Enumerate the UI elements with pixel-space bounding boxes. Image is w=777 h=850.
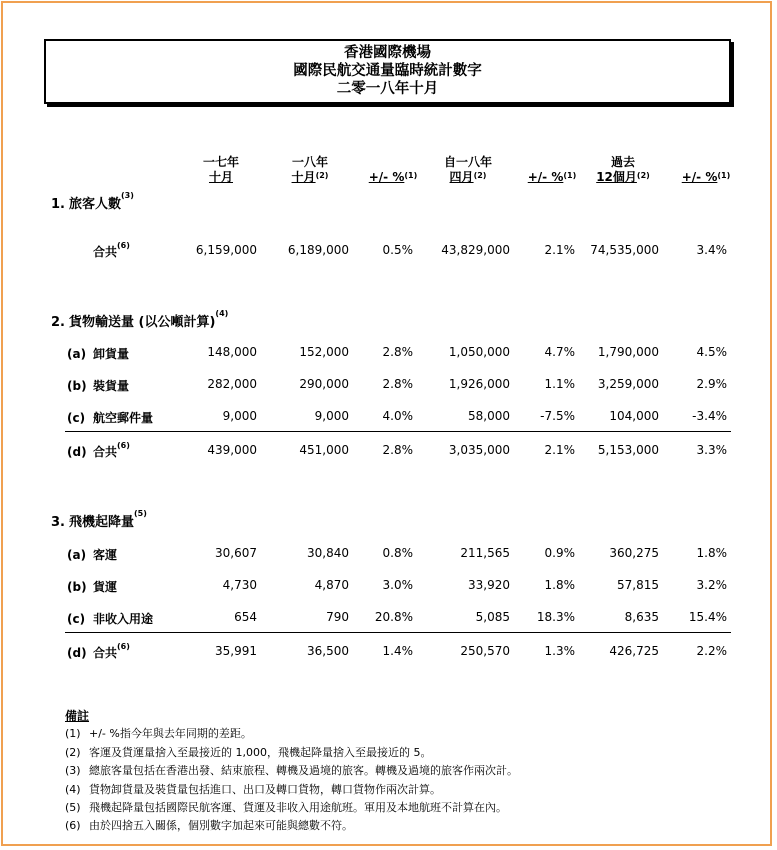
notes-list bbox=[65, 725, 518, 835]
row-prefix: (a) bbox=[67, 548, 87, 562]
table-cell: 250,570 bbox=[460, 644, 510, 658]
note-text: 由於四捨五入關係，個別數字加起來可能與總數不符。 bbox=[89, 819, 353, 833]
table-cell: 30,840 bbox=[307, 546, 349, 560]
column-header-text: 12個月 bbox=[596, 170, 637, 184]
column-header-text: +/- % bbox=[368, 170, 405, 184]
table-cell: 2.8% bbox=[382, 377, 413, 391]
table-cell: 4,870 bbox=[314, 578, 349, 592]
note-item bbox=[65, 744, 518, 762]
table-cell: 35,991 bbox=[215, 644, 257, 658]
notes-heading: 備註 bbox=[65, 709, 90, 723]
note-number: (5) bbox=[65, 801, 81, 815]
row-prefix: (d) bbox=[67, 646, 87, 660]
table-cell: 282,000 bbox=[207, 377, 257, 391]
column-header-text: 四月 bbox=[449, 170, 474, 184]
row-label bbox=[93, 243, 130, 260]
table-cell: 9,000 bbox=[222, 409, 257, 423]
table-cell: 2.1% bbox=[544, 243, 575, 257]
table-cell: 30,607 bbox=[215, 546, 257, 560]
table-cell: 18.3% bbox=[536, 610, 575, 624]
title-line-1: 香港國際機場 bbox=[344, 45, 431, 61]
row-label-text: 合共 bbox=[93, 646, 118, 660]
table-cell: 43,829,000 bbox=[441, 243, 510, 257]
table-cell: 1.3% bbox=[544, 644, 575, 658]
note-item bbox=[65, 817, 518, 835]
table-cell: 4.7% bbox=[544, 345, 575, 359]
footnote-ref: (4) bbox=[215, 309, 229, 318]
table-cell: 5,153,000 bbox=[597, 443, 659, 457]
table-cell: 58,000 bbox=[468, 409, 510, 423]
table-cell: 654 bbox=[234, 610, 257, 624]
table-cell: 36,500 bbox=[307, 644, 349, 658]
column-header-text: 十月 bbox=[291, 170, 316, 184]
footnote-ref: (1) bbox=[563, 171, 577, 180]
footnote-ref: (1) bbox=[717, 171, 731, 180]
note-item bbox=[65, 725, 518, 743]
section-title bbox=[51, 193, 134, 212]
table-cell: 57,815 bbox=[617, 578, 659, 592]
footnote-ref: (3) bbox=[121, 191, 134, 200]
column-header-line-1: 一七年 bbox=[202, 155, 239, 169]
table-cell: 104,000 bbox=[609, 409, 659, 423]
note-text: 飛機起降量包括國際民航客運、貨運及非收入用途航班。軍用及本地航班不計算在內。 bbox=[89, 801, 507, 815]
footnote-ref: (2) bbox=[636, 171, 650, 180]
column-header-text: 十月 bbox=[208, 170, 233, 184]
table-cell: 4.5% bbox=[696, 345, 727, 359]
row-label-text: 卸貨量 bbox=[93, 347, 130, 361]
row-label bbox=[67, 578, 117, 595]
table-cell: 3.2% bbox=[696, 578, 727, 592]
table-cell: -7.5% bbox=[540, 409, 575, 423]
note-number: (1) bbox=[65, 727, 81, 741]
table-cell: 74,535,000 bbox=[590, 243, 659, 257]
table-cell: 8,635 bbox=[624, 610, 659, 624]
table-cell: 3,259,000 bbox=[597, 377, 659, 391]
section-title-text: 飛機起降量 bbox=[69, 515, 135, 530]
table-cell: 1,926,000 bbox=[448, 377, 510, 391]
note-text: +/- %指今年與去年同期的差距。 bbox=[89, 727, 252, 741]
document-page bbox=[1, 1, 772, 846]
row-label bbox=[67, 377, 129, 394]
table-cell: -3.4% bbox=[692, 409, 727, 423]
column-header-text: +/- % bbox=[681, 170, 718, 184]
table-cell: 790 bbox=[326, 610, 349, 624]
table-cell: 290,000 bbox=[299, 377, 349, 391]
divider-line bbox=[65, 632, 731, 633]
table-cell: 15.4% bbox=[688, 610, 727, 624]
table-cell: 0.9% bbox=[544, 546, 575, 560]
table-cell: 33,920 bbox=[468, 578, 510, 592]
section-number: 1. bbox=[51, 197, 65, 212]
footnote-ref: (2) bbox=[473, 171, 487, 180]
row-label bbox=[67, 443, 130, 460]
note-number: (3) bbox=[65, 764, 81, 778]
table-cell: 5,085 bbox=[475, 610, 510, 624]
table-cell: 1.8% bbox=[544, 578, 575, 592]
row-label-text: 航空郵件量 bbox=[93, 411, 154, 425]
table-cell: 1.8% bbox=[696, 546, 727, 560]
table-cell: 1,790,000 bbox=[597, 345, 659, 359]
note-item bbox=[65, 781, 518, 799]
row-prefix: (c) bbox=[67, 612, 86, 626]
row-prefix: (a) bbox=[67, 347, 87, 361]
note-text: 客運及貨運量捨入至最接近的 1,000，飛機起降量捨入至最接近的 5。 bbox=[89, 745, 432, 759]
row-label bbox=[67, 644, 130, 661]
table-cell: 1,050,000 bbox=[448, 345, 510, 359]
column-header bbox=[171, 155, 271, 185]
table-cell: 2.9% bbox=[696, 377, 727, 391]
table-cell: 439,000 bbox=[207, 443, 257, 457]
column-header-line-2 bbox=[656, 170, 756, 185]
table-cell: 2.2% bbox=[696, 644, 727, 658]
table-cell: 426,725 bbox=[609, 644, 659, 658]
row-label-text: 貨運 bbox=[93, 580, 118, 594]
note-text: 貨物卸貨量及裝貨量包括進口、出口及轉口貨物，轉口貨物作兩次計算。 bbox=[89, 782, 441, 796]
table-cell: 9,000 bbox=[314, 409, 349, 423]
column-header-text: +/- % bbox=[527, 170, 564, 184]
table-cell: 148,000 bbox=[207, 345, 257, 359]
table-cell: 3.3% bbox=[696, 443, 727, 457]
note-item bbox=[65, 799, 518, 817]
footnote-ref: (2) bbox=[315, 171, 329, 180]
section-title-text: 旅客人數 bbox=[69, 197, 122, 212]
section-title bbox=[51, 511, 147, 530]
row-prefix: (b) bbox=[67, 580, 87, 594]
row-prefix: (c) bbox=[67, 411, 86, 425]
column-header-line-1: 一八年 bbox=[291, 155, 328, 169]
table-cell: 0.5% bbox=[382, 243, 413, 257]
note-number: (2) bbox=[65, 745, 81, 759]
column-header-line-1 bbox=[656, 155, 756, 170]
table-cell: 0.8% bbox=[382, 546, 413, 560]
row-label bbox=[67, 546, 117, 563]
table-cell: 1.4% bbox=[382, 644, 413, 658]
table-cell: 1.1% bbox=[544, 377, 575, 391]
divider-line bbox=[65, 431, 731, 432]
table-cell: 360,275 bbox=[609, 546, 659, 560]
table-cell: 2.8% bbox=[382, 345, 413, 359]
column-header-line-2 bbox=[171, 170, 271, 185]
row-prefix: (d) bbox=[67, 445, 87, 459]
note-number: (4) bbox=[65, 782, 81, 796]
column-header-line-1: 過去 bbox=[610, 155, 635, 169]
table-cell: 6,159,000 bbox=[195, 243, 257, 257]
table-cell: 6,189,000 bbox=[287, 243, 349, 257]
row-label-text: 合共 bbox=[93, 245, 118, 259]
row-label-text: 非收入用途 bbox=[93, 612, 154, 626]
column-header-line-1: 自一八年 bbox=[443, 155, 492, 169]
title-line-3: 二零一八年十月 bbox=[336, 81, 439, 97]
footnote-ref: (6) bbox=[117, 441, 130, 450]
footnote-ref: (5) bbox=[134, 509, 147, 518]
row-label-text: 合共 bbox=[93, 445, 118, 459]
section-title-text: 貨物輸送量 (以公噸計算) bbox=[69, 315, 216, 330]
column-header bbox=[656, 155, 756, 185]
section-number: 3. bbox=[51, 515, 65, 530]
section-title bbox=[51, 311, 228, 330]
table-cell: 4,730 bbox=[222, 578, 257, 592]
table-cell: 4.0% bbox=[382, 409, 413, 423]
note-item bbox=[65, 762, 518, 780]
note-text: 總旅客量包括在香港出發、結束旅程、轉機及過境的旅客。轉機及過境的旅客作兩次計。 bbox=[89, 764, 518, 778]
note-number: (6) bbox=[65, 819, 81, 833]
table-cell: 152,000 bbox=[299, 345, 349, 359]
title-box bbox=[44, 39, 731, 104]
table-cell: 20.8% bbox=[374, 610, 413, 624]
table-cell: 2.1% bbox=[544, 443, 575, 457]
section-number: 2. bbox=[51, 315, 65, 330]
title-line-2: 國際民航交通量臨時統計數字 bbox=[293, 63, 482, 79]
table-cell: 211,565 bbox=[460, 546, 510, 560]
table-cell: 3.4% bbox=[696, 243, 727, 257]
row-label-text: 客運 bbox=[93, 548, 118, 562]
row-label bbox=[67, 345, 129, 362]
footnote-ref: (6) bbox=[117, 642, 130, 651]
footnote-ref: (6) bbox=[117, 241, 130, 250]
table-cell: 2.8% bbox=[382, 443, 413, 457]
notes bbox=[65, 707, 518, 836]
table-cell: 451,000 bbox=[299, 443, 349, 457]
table-cell: 3,035,000 bbox=[448, 443, 510, 457]
table-cell: 3.0% bbox=[382, 578, 413, 592]
footnote-ref: (1) bbox=[404, 171, 418, 180]
row-label-text: 裝貨量 bbox=[93, 379, 130, 393]
row-prefix: (b) bbox=[67, 379, 87, 393]
